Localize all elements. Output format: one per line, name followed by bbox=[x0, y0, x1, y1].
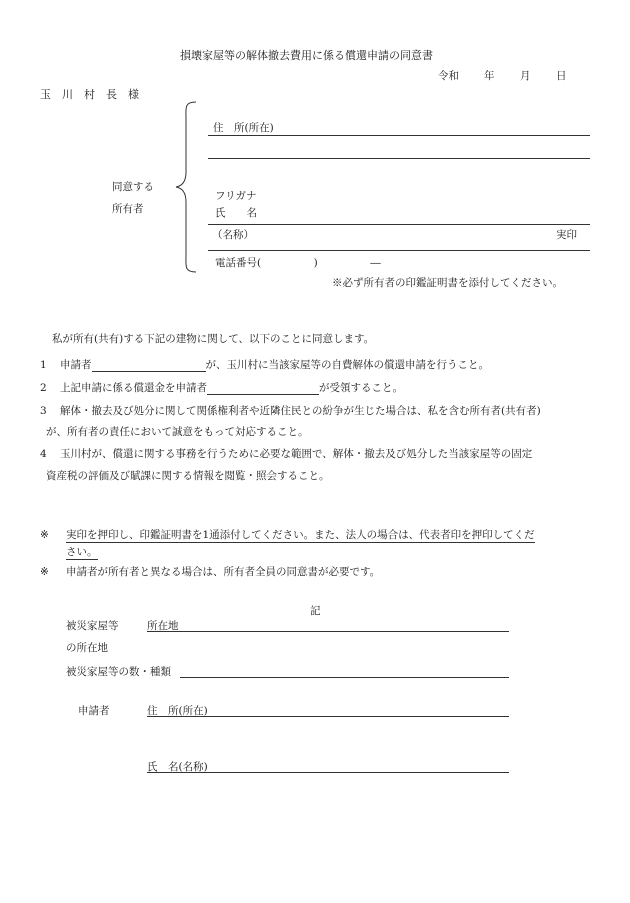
property-label-1: 被災家屋等 bbox=[66, 620, 119, 632]
note-mark: ※ bbox=[40, 566, 49, 578]
applicant-address-label: 住 所(所在) bbox=[147, 705, 208, 717]
applicant-name-line[interactable] bbox=[147, 772, 509, 773]
count-type-label: 被災家屋等の数・種類 bbox=[66, 666, 171, 678]
date-year: 年 bbox=[484, 70, 495, 82]
applicant-address-line[interactable] bbox=[147, 716, 509, 717]
date-day: 日 bbox=[556, 70, 567, 82]
note-1-line-2: さい。 bbox=[66, 546, 98, 558]
furigana-label: フリガナ bbox=[215, 190, 257, 202]
address-line-2[interactable] bbox=[208, 158, 590, 159]
item-4-line-2: 資産税の評価及び賦課に関する情報を閲覧・照会すること。 bbox=[46, 470, 330, 482]
date-month: 月 bbox=[520, 70, 531, 82]
item-2-text: 上記申請に係る償還金を申請者 が受領すること。 bbox=[60, 382, 403, 394]
address-label: 住 所(所在) bbox=[213, 122, 274, 134]
seal-certificate-note: ※必ず所有者の印鑑証明書を添付してください。 bbox=[332, 277, 563, 289]
property-label-2: の所在地 bbox=[66, 642, 108, 654]
location-label: 所在地 bbox=[147, 620, 179, 632]
location-line[interactable] bbox=[147, 631, 509, 632]
curly-brace bbox=[174, 100, 200, 274]
item-4-line-1: 玉川村が、償還に関する事務を行うために必要な範囲で、解体・撤去及び処分した当該家屋等の固定 bbox=[60, 448, 533, 460]
corp-name-line[interactable] bbox=[208, 250, 590, 251]
item-3-line-2: が、所有者の責任において誠意をもって対応すること。 bbox=[46, 426, 309, 438]
addressee: 玉 川 村 長 様 bbox=[40, 88, 139, 101]
item-1-applicant-blank[interactable] bbox=[92, 359, 206, 372]
item-3-line-1: 解体・撤去及び処分に関して関係権利者や近隣住民との紛争が生じた場合は、私を含む所有者(共有者) bbox=[60, 405, 541, 417]
item-number: 1 bbox=[40, 359, 47, 371]
applicant-label: 申請者 bbox=[78, 705, 110, 717]
note-2-text: 申請者が所有者と異なる場合は、所有者全員の同意書が必要です。 bbox=[66, 566, 381, 578]
date-era: 令和 bbox=[438, 70, 459, 82]
item-number: 4 bbox=[40, 448, 47, 460]
ki-heading: 記 bbox=[310, 605, 321, 617]
page-title: 損壊家屋等の解体撤去費用に係る償還申請の同意書 bbox=[180, 49, 433, 62]
seal-label: 実印 bbox=[556, 229, 577, 241]
note-mark: ※ bbox=[40, 529, 49, 541]
item-2-applicant-blank[interactable] bbox=[207, 382, 319, 395]
phone-label: 電話番号( ) ― bbox=[215, 257, 381, 269]
name-label: 氏 名 bbox=[215, 207, 257, 219]
corp-name-label: （名称） bbox=[212, 229, 254, 241]
applicant-name-label: 氏 名(名称) bbox=[147, 761, 208, 773]
item-1-text: 申請者 が、玉川村に当該家屋等の自費解体の償還申請を行うこと。 bbox=[60, 359, 489, 371]
address-line-1[interactable] bbox=[208, 135, 590, 136]
name-line[interactable] bbox=[208, 224, 590, 225]
consenter-label-2: 所有者 bbox=[112, 203, 144, 215]
item-number: 3 bbox=[40, 405, 47, 417]
note-1-line-1: 実印を押印し、印鑑証明書を1通添付してください。また、法人の場合は、代表者印を押印してくだ bbox=[66, 529, 535, 541]
count-type-line[interactable] bbox=[180, 677, 509, 678]
item-number: 2 bbox=[40, 382, 47, 394]
consenter-label-1: 同意する bbox=[112, 181, 154, 193]
intro-text: 私が所有(共有)する下記の建物に関して、以下のことに同意します。 bbox=[52, 333, 375, 345]
